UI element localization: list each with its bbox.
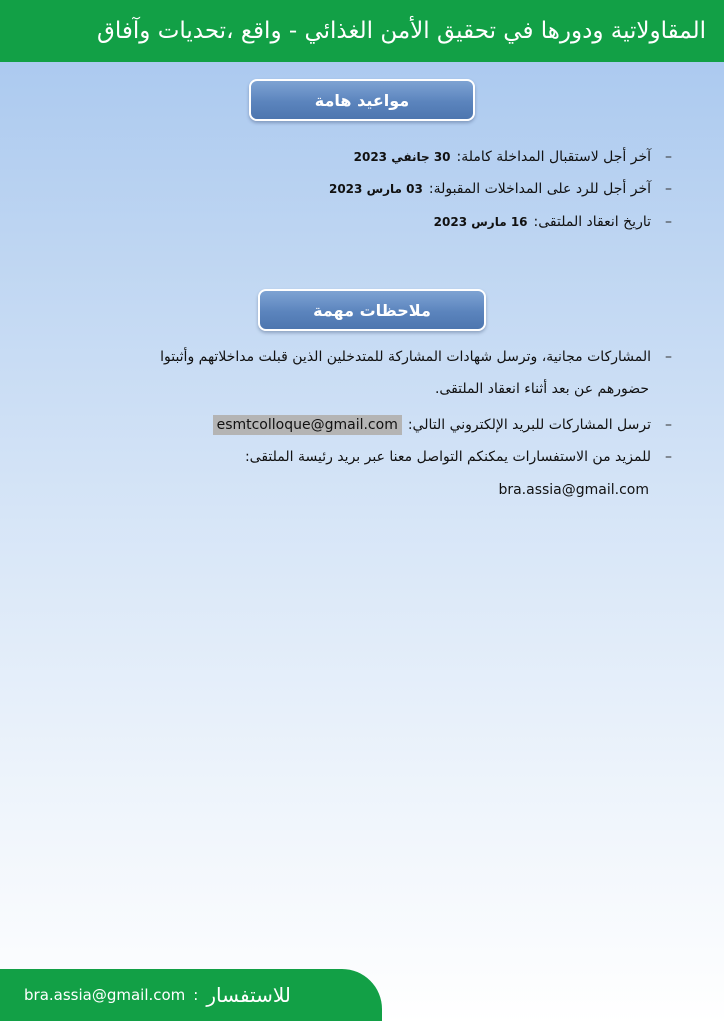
chair-email-link[interactable]: bra.assia@gmail.com <box>498 482 649 498</box>
date-item-value: 16 مارس 2023 <box>433 215 528 229</box>
footer-separator: : <box>193 986 199 1004</box>
date-item-label: تاريخ انعقاد الملتقى: <box>533 214 651 230</box>
date-item <box>434 214 672 230</box>
date-item <box>329 181 672 197</box>
submission-email-link[interactable]: esmtcolloque@gmail.com <box>213 415 402 435</box>
date-item-value: 30 جانفي 2023 <box>353 150 451 164</box>
bullet-dash: – <box>665 417 672 433</box>
bullet-dash: – <box>665 181 672 197</box>
date-item-label: آخر أجل لاستقبال المداخلة كاملة: <box>456 149 651 165</box>
page-title: المقاولاتية ودورها في تحقيق الأمن الغذائي - واقع ،تحديات وآفاق <box>97 18 706 44</box>
header-banner <box>0 0 724 62</box>
note-2-text: ترسل المشاركات للبريد الإلكتروني التالي: <box>407 417 651 433</box>
note-item <box>160 349 672 365</box>
date-item-label: آخر أجل للرد على المداخلات المقبولة: <box>428 181 651 197</box>
note-3-text: للمزيد من الاستفسارات يمكنكم التواصل معنا عبر بريد رئيسة الملتقى: <box>244 449 651 465</box>
footer-inquiry-label: للاستفسار <box>206 983 291 1007</box>
important-dates-heading-box <box>249 79 475 121</box>
date-item <box>354 149 672 165</box>
bullet-dash: – <box>665 149 672 165</box>
notes-heading: ملاحظات مهمة <box>313 300 431 320</box>
bullet-dash: – <box>665 349 672 365</box>
note-1-line-2: حضورهم عن بعد أثناء انعقاد الملتقى. <box>434 381 649 397</box>
note-item <box>213 415 672 435</box>
date-item-value: 03 مارس 2023 <box>328 182 423 196</box>
bullet-dash: – <box>665 449 672 465</box>
important-dates-heading: مواعيد هامة <box>314 90 410 110</box>
note-1-line-1: المشاركات مجانية، وترسل شهادات المشاركة للمتدخلين الذين قبلت مداخلاتهم وأثبتوا <box>160 349 651 365</box>
notes-heading-box <box>258 289 486 331</box>
bullet-dash: – <box>665 214 672 230</box>
footer-email-link[interactable]: bra.assia@gmail.com <box>24 986 186 1004</box>
note-item <box>245 449 672 465</box>
footer-banner <box>0 969 382 1021</box>
